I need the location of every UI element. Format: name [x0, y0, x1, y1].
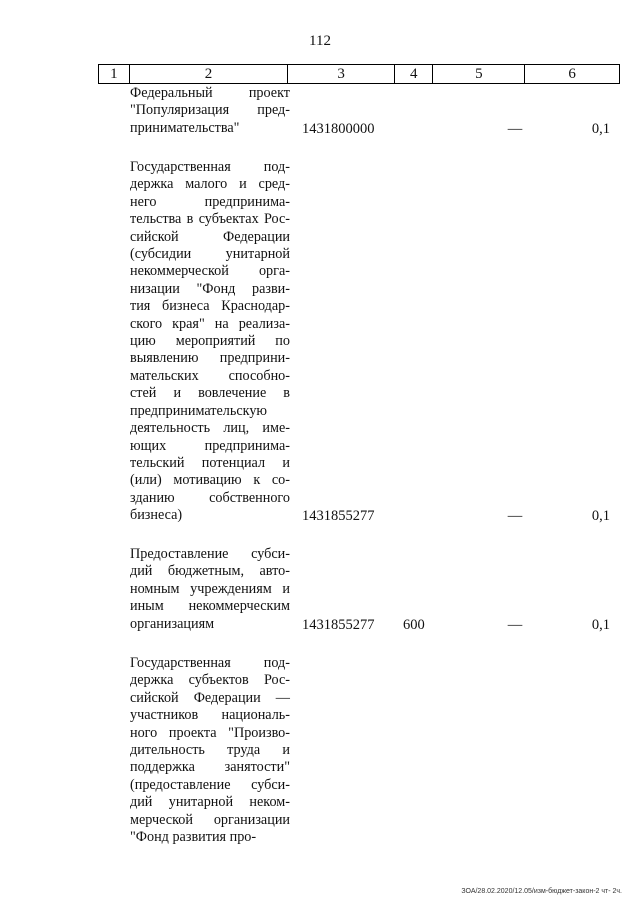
- column-header-5: 5: [433, 65, 525, 84]
- description-line: иным некоммерческим: [130, 598, 290, 615]
- description-line: "Фонд развития про-: [130, 829, 257, 846]
- description-line: (субсидии унитарной: [130, 246, 290, 263]
- description-line: номным учреждениям и: [130, 580, 290, 597]
- description-line: ского края" на реализа-: [130, 315, 290, 332]
- description-line: Федеральный проект: [130, 85, 290, 101]
- description-line: (или) мотивацию к со-: [130, 472, 290, 489]
- description-line: держка субъектов Рос-: [130, 672, 290, 689]
- description-line: цию мероприятий по: [130, 333, 290, 350]
- description-line: низации "Фонд разви-: [130, 280, 290, 297]
- budget-code: 1431855277: [302, 616, 375, 633]
- description-line: Предоставление субси-: [130, 546, 290, 562]
- budget-code: 1431855277: [302, 508, 375, 524]
- description-line: мерческой организации: [130, 811, 290, 828]
- description-line: Государственная под-: [130, 655, 290, 671]
- amount-value: 0,1: [591, 616, 610, 633]
- row-description: [130, 159, 290, 525]
- row-description: [130, 85, 290, 137]
- description-line: держка малого и сред-: [130, 176, 290, 193]
- description-line: зданию собственного: [130, 489, 290, 506]
- description-line: организациям: [130, 615, 215, 632]
- description-line: предпринимательскую: [130, 402, 268, 419]
- page-number: 112: [309, 33, 331, 49]
- empty-amount-dash: —: [507, 616, 523, 633]
- row-description: [130, 546, 290, 633]
- description-line: поддержка занятости": [130, 759, 290, 776]
- description-line: тельства в субъектах Рос-: [130, 211, 290, 228]
- description-line: дительность труда и: [130, 742, 290, 759]
- description-line: ющих предпринима-: [130, 437, 290, 454]
- description-line: дий унитарной неком-: [130, 794, 290, 811]
- description-line: дий бюджетным, авто-: [130, 563, 290, 580]
- description-line: тельский потенциал и: [130, 454, 290, 471]
- description-line: выявлению предприни-: [130, 350, 290, 367]
- amount-value: 0,1: [591, 508, 610, 524]
- description-line: него предпринима-: [130, 193, 290, 210]
- empty-amount-dash: —: [507, 120, 523, 137]
- column-header-6: 6: [525, 65, 620, 84]
- description-line: тия бизнеса Краснодар-: [130, 298, 290, 315]
- description-line: Государственная под-: [130, 159, 290, 175]
- document-footer: ЗОА/28.02.2020/12.05/изм-бюджет-закон-2 чт- 2ч.: [461, 888, 622, 895]
- empty-amount-dash: —: [507, 508, 523, 524]
- column-header-row: [98, 64, 620, 84]
- description-line: бизнеса): [130, 507, 183, 524]
- description-line: участников националь-: [130, 707, 290, 724]
- description-line: ного проекта "Произво-: [130, 724, 290, 741]
- amount-value: 0,1: [591, 120, 610, 137]
- description-line: мательских способно-: [130, 367, 290, 384]
- description-line: некоммерческой орга-: [130, 263, 290, 280]
- description-line: сийской Федерации: [130, 228, 290, 245]
- description-line: стей и вовлечение в: [130, 385, 290, 402]
- column-header-4: 4: [394, 65, 433, 84]
- column-header-1: 1: [99, 65, 130, 84]
- description-line: (предоставление субси-: [130, 776, 290, 793]
- budget-code: 1431800000: [302, 120, 375, 137]
- column-header-3: 3: [288, 65, 395, 84]
- column-header-2: 2: [129, 65, 288, 84]
- description-line: "Популяризация пред-: [130, 102, 290, 119]
- description-line: сийской Федерации —: [130, 689, 290, 706]
- expense-type-code: 600: [403, 616, 425, 633]
- description-line: деятельность лиц, име-: [130, 420, 290, 437]
- description-line: принимательства": [130, 119, 240, 136]
- row-description: [130, 655, 290, 846]
